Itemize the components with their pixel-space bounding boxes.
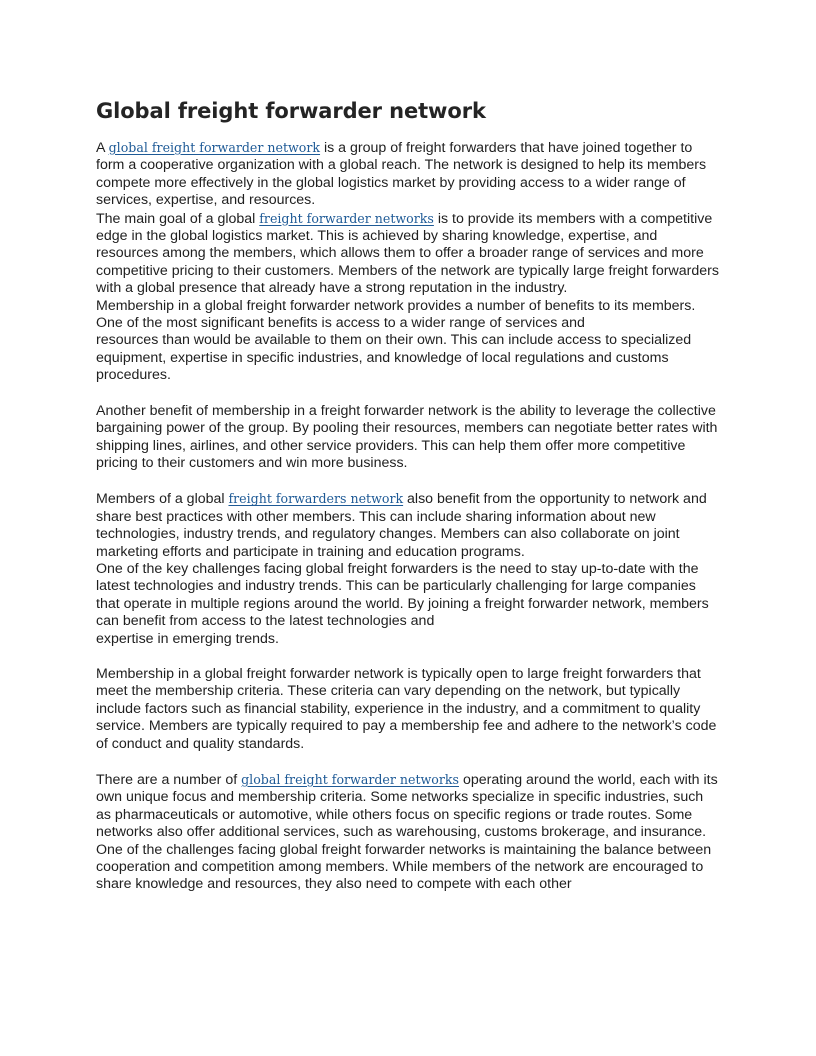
paragraph-key-challenges	[96, 561, 722, 648]
paragraph-text: operating around the world, each with its own unique focus and membership criteria. Some networks specialize in specific industries, such as pharmaceuticals or automotive, while others focus on specific regions or trade routes. Some networks also offer additional services, such as warehousing, customs brokerage, and insurance.	[96, 772, 718, 841]
paragraph-text: also benefit from the opportunity to network and share best practices with other members. This can include sharing information about new technologies, industry trends, and regulatory changes. Members can also collaborate on joint marketing efforts and participate in training and education programs.	[96, 491, 707, 560]
page-title: Global freight forwarder network	[96, 99, 486, 123]
paragraph-intro	[96, 139, 722, 210]
paragraph-text: A	[96, 140, 109, 156]
paragraph-main-goal	[96, 210, 722, 298]
paragraph-text: resources than would be available to them on their own. This can include access to specialized equipment, expertise in specific industries, and knowledge of local regulations and customs procedures.	[96, 332, 692, 384]
paragraph-text: expertise in emerging trends.	[96, 630, 279, 647]
paragraph-text: The main goal of a global	[96, 210, 260, 227]
paragraph-text: Members of a global	[96, 491, 229, 508]
paragraph-cooperation-competition: One of the challenges facing global freight forwarder networks is maintaining the balance between cooperation and competition among members. While members of the network are encouraged to share knowledge and resources, they also need to compete with each other	[96, 841, 712, 893]
paragraph-text: is to provide its members with a competitive edge in the global logistics market. This is achieved by sharing knowledge, expertise, and resources among the members, which allows them to offer a broader range of services and more competitive pricing to their customers. Members of the network are typically large freight forwarders with a global presence that already have a strong reputation in the industry.	[96, 210, 719, 297]
paragraph-best-practices	[96, 490, 722, 561]
document-page	[96, 97, 722, 894]
paragraph-networks-worldwide	[96, 771, 722, 842]
link-global-freight-forwarder-network[interactable]: global freight forwarder network	[108, 140, 321, 155]
link-global-freight-forwarder-networks[interactable]: global freight forwarder networks	[241, 772, 459, 787]
link-freight-forwarder-networks[interactable]: freight forwarder networks	[259, 210, 434, 226]
paragraph-bargaining-power: Another benefit of membership in a freight forwarder network is the ability to leverage the collective bargaining power of the group. By pooling their resources, members can negotiate better rates with shipping lines, airlines, and other service providers. This can help them offer more competitive pricing to their customers and win more business.	[96, 402, 718, 471]
paragraph-membership-criteria: Membership in a global freight forwarder network is typically open to large freight forwarders that meet the membership criteria. These criteria can vary depending on the network, but typically include factors such as financial stability, experience in the industry, and a commitment to quality service. Members are typically required to pay a membership fee and adhere to the network’s code of conduct and quality standards.	[96, 665, 717, 752]
paragraph-text: is a group of freight forwarders that have joined together to form a cooperative organization with a global reach. The network is designed to help its members compete more effectively in the global logistics market by providing access to a wider range of services, expertise, and resources.	[96, 140, 707, 209]
paragraph-text: There are a number of	[96, 772, 242, 788]
paragraph-membership-benefits	[96, 298, 722, 385]
link-freight-forwarders-network[interactable]: freight forwarders network	[228, 491, 404, 507]
paragraph-text: One of the key challenges facing global freight forwarders is the need to stay up-to-date with the latest technologies and industry trends. This can be particularly challenging for large companies that operate in multiple regions around the world. By joining a freight forwarder network, members can benefit from access to the latest technologies and	[96, 560, 709, 630]
paragraph-text: Membership in a global freight forwarder network provides a number of benefits to its members. One of the most significant benefits is access to a wider range of services and	[96, 297, 696, 332]
